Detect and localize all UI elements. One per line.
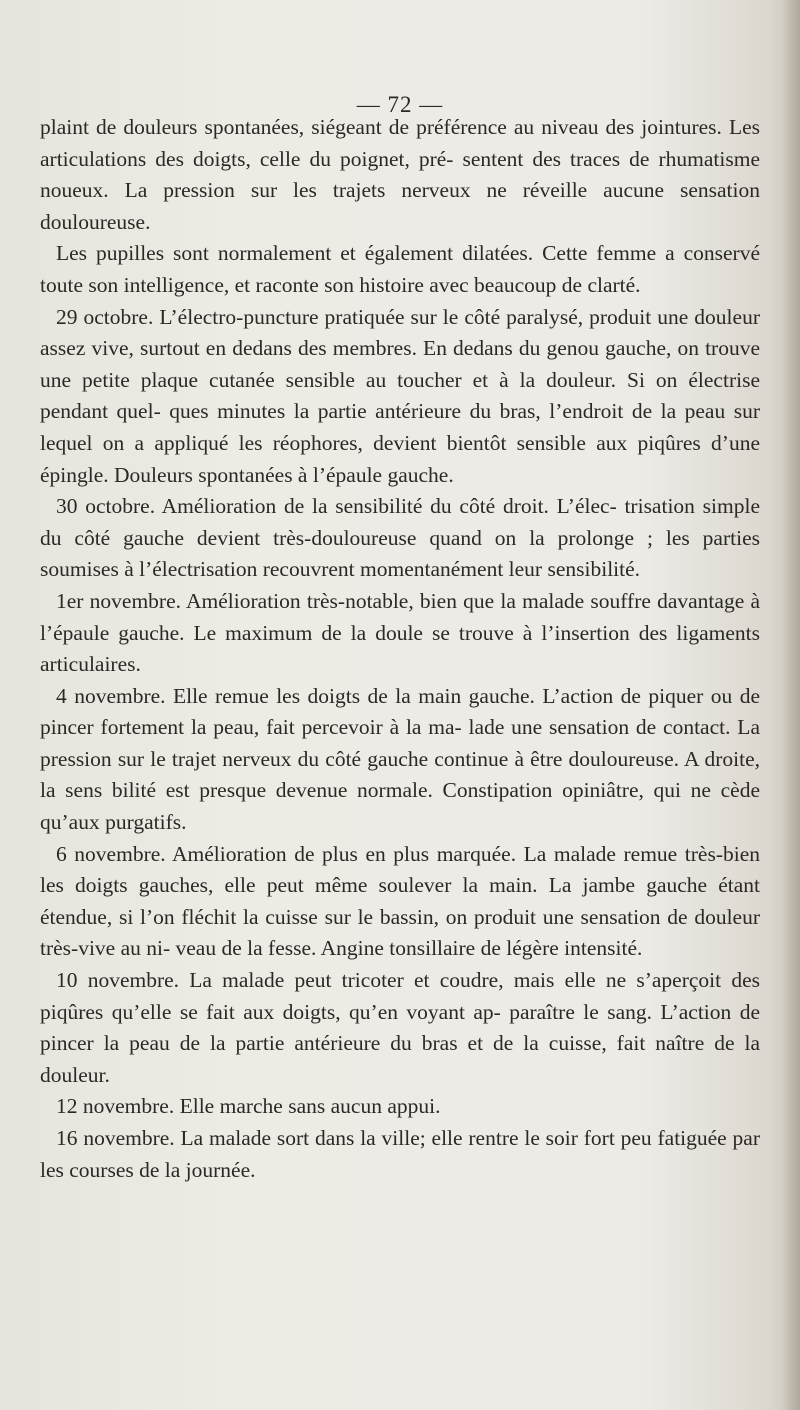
paragraph: 16 novembre. La malade sort dans la ville; elle rentre le soir fort peu fatiguée par les courses de la journée. xyxy=(40,1126,760,1182)
body-text xyxy=(40,112,760,1186)
paragraph: 10 novembre. La malade peut tricoter et coudre, mais elle ne s’aperçoit des piqûres qu’elle se fait aux doigts, qu’en voyant ap- paraître le sang. L’action de pincer la peau de la partie antérieure du bras et de la cuisse, fait naître de la douleur. xyxy=(40,968,760,1087)
paragraph: plaint de douleurs spontanées, siégeant de préférence au niveau des jointures. Les articulations des doigts, celle du poignet, pré- sentent des traces de rhumatisme noueux. La pression sur les trajets nerveux ne réveille aucune sensation douloureuse. xyxy=(40,115,760,234)
paragraph: 29 octobre. L’électro-puncture pratiquée sur le côté paralysé, produit une douleur assez vive, surtout en dedans des membres. En dedans du genou gauche, on trouve une petite plaque cutanée sensible au toucher et à la douleur. Si on électrise pendant quel- ques minutes la partie antérieure du bras, l’endroit de la peau sur lequel on a appliqué les réophores, devient bientôt sensible aux piqûres d’une épingle. Douleurs spontanées à l’épaule gauche. xyxy=(40,304,760,487)
paragraph: 12 novembre. Elle marche sans aucun appui. xyxy=(56,1094,441,1119)
page-edge-shadow xyxy=(782,0,800,1410)
paragraph: Les pupilles sont normalement et également dilatées. Cette femme a conservé toute son intelligence, et raconte son histoire avec beaucoup de clarté. xyxy=(40,241,760,297)
paragraph: 6 novembre. Amélioration de plus en plus marquée. La malade remue très-bien les doigts gauches, elle peut même soulever la main. La jambe gauche étant étendue, si l’on fléchit la cuisse sur le bassin, on produit une sensation de douleur très-vive au ni- veau de la fesse. Angine tonsillaire de légère intensité. xyxy=(40,841,760,961)
paragraph: 1er novembre. Amélioration très-notable, bien que la malade souffre davantage à l’épaule gauche. Le maximum de la doule se trouve à l’insertion des ligaments articulaires. xyxy=(40,588,760,677)
paragraph: 30 octobre. Amélioration de la sensibilité du côté droit. L’élec- trisation simple du côté gauche devient très-douloureuse quand on la prolonge ; les parties soumises à l’électrisation recouvrent momentanément leur sensibilité. xyxy=(40,494,760,582)
page-number: — 72 — xyxy=(356,92,444,117)
paragraph: 4 novembre. Elle remue les doigts de la main gauche. L’action de piquer ou de pincer fortement la peau, fait percevoir à la ma- lade une sensation de contact. La pression sur le trajet nerveux du côté gauche continue à être douloureuse. A droite, la sens bilité est presque devenue normale. Constipation opiniâtre, qui ne cède qu’aux purgatifs. xyxy=(40,683,760,835)
